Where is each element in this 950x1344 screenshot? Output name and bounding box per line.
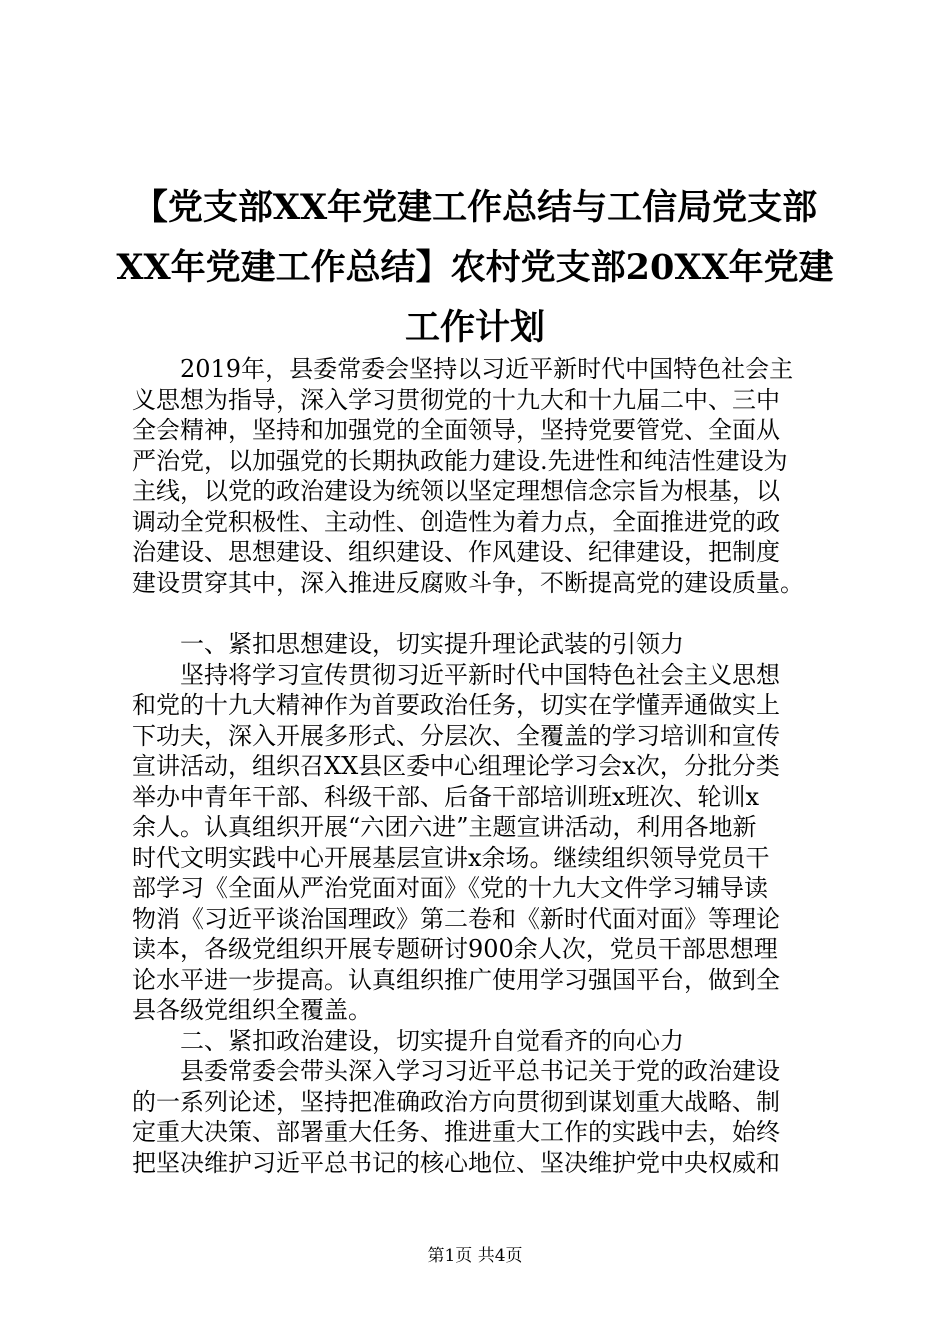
text-line: 举办中青年干部、科级干部、后备干部培训班x班次、轮训x (132, 782, 760, 811)
section-heading-2: 二、紧扣政治建设，切实提升自觉看齐的向心力 (180, 1026, 684, 1055)
text-line: 余人。认真组织开展“六团六进”主题宣讲活动，利用各地新 (132, 813, 757, 841)
page-footer: 第1页 共4页 (427, 1246, 523, 1266)
text-line: 建设贯穿其中，深入推进反腐败斗争，不断提高党的建设质量。 (132, 568, 804, 597)
text-line: 严治党，以加强党的长期执政能力建设.先进性和纯洁性建设为 (132, 446, 788, 475)
text-line: 主线，以党的政治建设为统领以坚定理想信念宗旨为根基，以 (132, 477, 780, 505)
text-line: 县委常委会带头深入学习习近平总书记关于党的政治建设 (180, 1057, 780, 1085)
section-heading-1: 一、紧扣思想建设，切实提升理论武装的引领力 (180, 630, 684, 658)
paragraph-section-2 (132, 1056, 852, 1178)
document-body (132, 354, 852, 1178)
text-line: 义思想为指导，深入学习贯彻党的十九大和十九届二中、三中 (132, 385, 780, 414)
text-line: 的一系列论述，坚持把准确政治方向贯彻到谋划重大战略、制 (132, 1087, 780, 1116)
text-line: 治建设、思想建设、组织建设、作风建设、纪律建设，把制度 (132, 538, 780, 566)
text-line: 和党的十九大精神作为首要政治任务，切实在学懂弄通做实上 (132, 691, 780, 719)
paragraph-section-1 (132, 660, 852, 1026)
title-line: 工作计划 (404, 307, 545, 348)
text-line: 调动全党积极性、主动性、创造性为着力点，全面推进党的政 (132, 507, 780, 536)
text-line: 县各级党组织全覆盖。 (132, 996, 372, 1024)
title-line: XX年党建工作总结】农村党支部20XX年党建 (116, 247, 834, 288)
text-line: 时代文明实践中心开展基层宣讲x余场。继续组织领导党员干 (132, 843, 770, 872)
text-line: 物消《习近平谈治国理政》第二卷和《新时代面对面》等理论 (132, 904, 780, 933)
text-line: 2019年，县委常委会坚持以习近平新时代中国特色社会主 (180, 355, 794, 383)
title-line: 【党支部XX年党建工作总结与工信局党支部 (132, 187, 818, 228)
text-line: 把坚决维护习近平总书记的核心地位、坚决维护党中央权威和 (132, 1148, 780, 1177)
document-title (60, 178, 890, 358)
text-line: 论水平进一步提高。认真组织推广使用学习强国平台，做到全 (132, 965, 780, 994)
text-line: 读本，各级党组织开展专题研讨900余人次，党员干部思想理 (132, 935, 778, 963)
text-line: 定重大决策、部署重大任务、推进重大工作的实践中去，始终 (132, 1118, 780, 1146)
paragraph-intro (132, 354, 852, 598)
paragraph-gap (132, 598, 852, 629)
text-line: 坚持将学习宣传贯彻习近平新时代中国特色社会主义思想 (180, 660, 780, 689)
text-line: 部学习《全面从严治党面对面》《党的十九大文件学习辅导读 (132, 874, 768, 902)
text-line: 宣讲活动，组织召XX县区委中心组理论学习会x次，分批分类 (132, 752, 780, 780)
text-line: 下功夫，深入开展多形式、分层次、全覆盖的学习培训和宣传 (132, 721, 780, 750)
text-line: 全会精神，坚持和加强党的全面领导，坚持党要管党、全面从 (132, 416, 780, 444)
